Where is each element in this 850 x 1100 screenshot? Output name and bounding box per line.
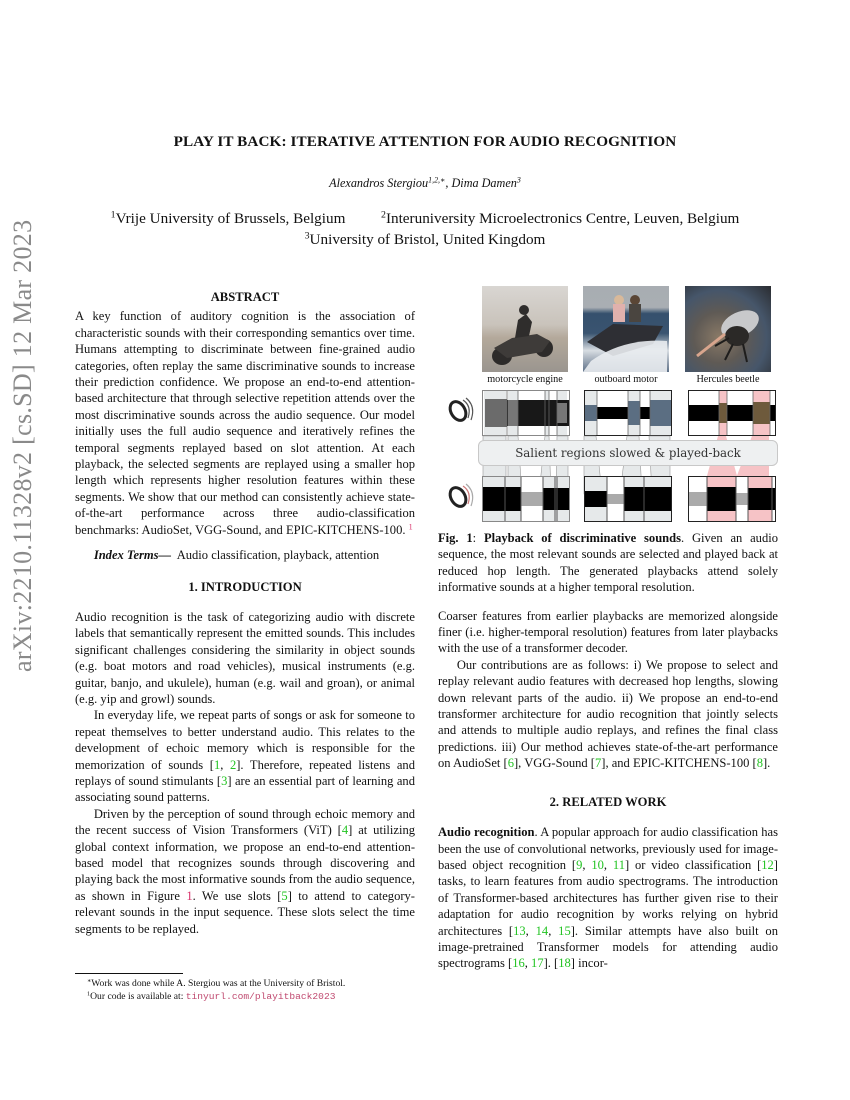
text: ]. [762, 756, 771, 771]
text: Driven by the perception of sound through echoic memory and the recent success of Vision Transformers (ViT) [ [75, 806, 415, 838]
citation-link[interactable]: 4 [341, 823, 349, 838]
footnote-divider [75, 973, 183, 974]
index-terms-value: Audio classification, playback, attention [176, 548, 380, 563]
intro-paragraph-1: Audio recognition is the task of categorizing audio with discrete labels that semantically represent the emitted sounds. This includes significant challenges considering the similarity in object sounds (e.g. boat motors and road vehicles), musical instruments (e.g. guitar, banjo, and ukulele), human (e.g. wail and groan), or animal (e.g. yip and growl) sounds. [75, 609, 415, 706]
citation-link[interactable]: 9 [576, 857, 583, 872]
footnote-code: $^1$Our code is available at: tinyurl.com/playitback2023 [87, 990, 336, 1002]
footnote-text: Work was done while A. Stergiou was at the University of Bristol. [91, 978, 346, 989]
citation-link[interactable]: 14 [535, 923, 549, 938]
affiliations-line-1 [0, 210, 850, 228]
text: . A popular approach for audio classification has been the use of convolutional networks, previously used for image-based object recognition [ [438, 825, 778, 872]
motorcycle-image [482, 286, 568, 372]
abstract-text [75, 308, 415, 538]
author-list [0, 176, 850, 191]
text: ] to attend to category-relevant sounds in the input sequence. These slots select the time segments to be replayed. [75, 888, 415, 936]
salient-regions-banner: Salient regions slowed & played-back [478, 440, 778, 466]
code-url-link[interactable]: tinyurl.com/playitback2023 [185, 991, 336, 1002]
index-terms [75, 547, 415, 563]
citation-link[interactable]: 10 [591, 857, 604, 872]
affiliation: Vrije University of Brussels, Belgium [115, 210, 346, 227]
citation-link[interactable]: 17 [531, 956, 544, 971]
figure-1-caption: Fig. 1: Playback of discriminative sounds. Given an audio sequence, the most relevant sounds are selected and played back at reduced hop length. The generated playbacks attend solely informative sounds at a higher temporal resolution. [438, 531, 778, 595]
affiliation-mark: 1 [110, 209, 116, 221]
text: ] incor- [570, 956, 608, 971]
footnote-text: Our code is available at: [90, 991, 186, 1002]
affiliation: University of Bristol, United Kingdom [309, 231, 546, 248]
text: . We use slots [ [192, 888, 282, 903]
abstract-body: A key function of auditory cognition is the association of characteristic sounds with their corresponding semantics over time. Humans attempting to discriminate between fine-grained audio categories, often replay the same discriminative sounds to increase their prediction confidence. We propose an end-to-end attention-based architecture that through selective repetition attends over the most discriminative sounds across the audio sequence. Our model initially uses the full audio sequence and iteratively refines the temporal segments replayed based on slot attention. At each playback, the selected segments are replayed using a smaller hop length which represents higher resolution features within these segments. We show that our method can consistently achieve state-of-the-art performance across three audio-classification benchmarks: AudioSet, VGG-Sound, and EPIC-KITCHENS-100. [75, 309, 415, 537]
introduction-heading: 1. INTRODUCTION [188, 579, 302, 594]
left-column [75, 289, 415, 937]
related-work-paragraph: Audio recognition. A popular approach for audio classification has been the use of convolutional networks, previously used for image-based object recognition [9, 10, 11] or video classification [12] tasks, to learn features from audio spectrograms. The introduction of Transformer-based architectures has further given rise to their adaptation for audio recognition by works relying on hybrid architectures [13, 14, 15]. Similar attempts have also built on image-pretrained Transformer models for attending audio spectrograms [16, 17]. [18] incor- [438, 825, 778, 971]
footnotes [75, 977, 415, 1003]
citation-link[interactable]: 12 [761, 857, 774, 872]
citation-link[interactable]: 13 [513, 923, 526, 938]
arxiv-identifier-stamp: arXiv:2210.11328v2 [cs.SD] 12 Mar 2023 [8, 219, 37, 672]
waveform-beetle-playback [688, 476, 776, 522]
speaker-icon [446, 394, 476, 424]
citation-link[interactable]: 18 [558, 956, 571, 971]
text: ]. Therefore, repeated listens and replays of sound stimulants [ [75, 757, 415, 788]
author-marks: 1,2,∗ [428, 175, 446, 185]
paragraph-lead: Audio recognition [438, 825, 535, 840]
related-work-heading: 2. RELATED WORK [549, 794, 667, 809]
affiliation-mark: 2 [381, 209, 386, 221]
text: ], and EPIC-KITCHENS-100 [ [601, 756, 757, 771]
affiliations-line-2 [0, 231, 850, 249]
citation-link[interactable]: 5 [281, 888, 288, 903]
footnote-link[interactable]: 1 [408, 522, 413, 532]
footnote-star: ∗Work was done while A. Stergiou was at the University of Bristol. [87, 977, 346, 989]
intro-paragraph-2: In everyday life, we repeat parts of songs or ask for someone to repeat themselves to better understand audio. This relates to the development of echoic memory which is responsible for the memorization of sounds [1, 2]. Therefore, repeated listens and replays of sound stimulants [3] are an essential part of learning and associating sound patterns. [75, 708, 415, 805]
text: ] or video classification [ [624, 857, 762, 872]
citation-link[interactable]: 15 [558, 923, 571, 938]
paper-title: PLAY IT BACK: ITERATIVE ATTENTION FOR AUDIO RECOGNITION [173, 133, 677, 150]
hercules-beetle-image [685, 286, 771, 372]
figure-1 [442, 284, 787, 524]
intro-paragraph-3 [75, 806, 415, 937]
text: ] are an essential part of learning and associating sound patterns. [75, 773, 415, 805]
right-column [438, 530, 778, 972]
text: ]. Similar attempts have also built on image-pretrained Transformer models for attending audio spectrograms [ [438, 923, 778, 971]
citation-link[interactable]: 7 [594, 756, 602, 771]
text: In everyday life, we repeat parts of songs or ask for someone to repeat themselves to better understand audio. This relates to the development of echoic memory which is responsible for the memorization of sounds [ [75, 708, 415, 772]
citation-link[interactable]: 2 [229, 757, 237, 772]
caption-text: . Given an audio sequence, the most relevant sounds are selected and played back at reduced hop length. The generated playbacks attend solely informative sounds at a higher temporal resolution. [438, 531, 778, 595]
thumbnail-label: Hercules beetle [696, 374, 760, 385]
author-name: Alexandros Stergiou [329, 176, 429, 190]
waveform-beetle-original [688, 390, 776, 436]
text: ] at utilizing global context information, we propose an end-to-end attention-based model that recognizes sounds through discovering and playing back the most informative sounds from the audio sequence, as shown in Figure [75, 823, 416, 903]
citation-link[interactable]: 6 [507, 756, 514, 771]
thumbnail-label: outboard motor [594, 374, 658, 385]
caption-label: Fig. 1 [438, 531, 473, 545]
affiliation-mark: 3 [304, 230, 310, 242]
text: ]. [ [543, 956, 559, 971]
citation-link[interactable]: 3 [221, 773, 228, 788]
figure-link[interactable]: 1 [186, 888, 193, 903]
author-separator: , [445, 176, 452, 190]
text: ] tasks, to learn features from audio spectrograms. The introduction of Transformer-based architectures has further given rise to their adaptation for audio recognition by works relying on hybrid architectures [ [438, 857, 778, 938]
waveform-motorcycle-original [482, 390, 570, 436]
text: Our contributions are as follows: i) We propose to select and replay relevant audio features with decreased hop lengths, slowing down relevant parts of the audio. ii) We propose an end-to-end transformer architecture for audio recognition that jointly selects and attends to multiple audio replays, and refines the final class predictions. iii) Our method achieves state-of-the-art performance on AudioSet [ [438, 657, 778, 771]
outboard-motor-image [583, 286, 669, 372]
caption-title: Playback of discriminative sounds [483, 531, 682, 545]
affiliation: Interuniversity Microelectronics Centre, Leuven, Belgium [385, 210, 740, 227]
thumbnail-label: motorcycle engine [487, 374, 563, 385]
intro-continuation: Coarser features from earlier playbacks are memorized alongside finer (i.e. higher-temporal resolution) features from later playbacks with the use of a transformer decoder. [438, 608, 778, 656]
citation-link[interactable]: 8 [756, 756, 763, 771]
author-marks: 3 [516, 175, 521, 185]
citation-link[interactable]: 16 [512, 956, 525, 971]
index-terms-label: Index Terms— [93, 548, 172, 563]
text: ], VGG-Sound [ [514, 756, 595, 771]
waveform-motorcycle-playback [482, 476, 570, 522]
author-name: Dima Damen [451, 176, 517, 190]
abstract-heading: ABSTRACT [210, 290, 280, 304]
citation-link[interactable]: 1 [213, 757, 221, 772]
waveform-outboard-original [584, 390, 672, 436]
waveform-outboard-playback [584, 476, 672, 522]
contributions-paragraph [438, 657, 778, 772]
citation-link[interactable]: 11 [612, 857, 625, 872]
